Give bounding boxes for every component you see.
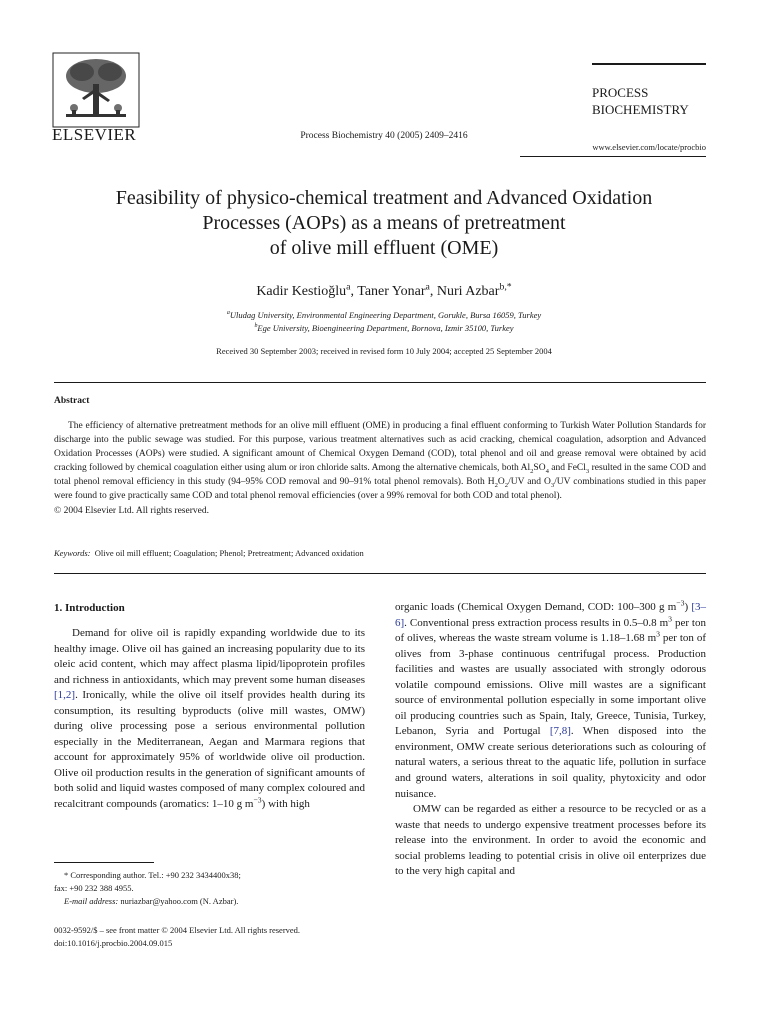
author-list: Kadir Kestioğlu$^a$, Taner Yonar$^a$, Nuri Azbar$^{b,*}$ bbox=[256, 281, 512, 299]
keywords-rule bbox=[54, 573, 706, 574]
affiliation: $^a$Uludag University, Environmental Engineering Department, Gorukle, Bursa 16059, Turkey bbox=[226, 310, 542, 320]
citation-link[interactable]: [7,8] bbox=[549, 725, 571, 738]
journal-url[interactable]: www.elsevier.com/locate/procbio bbox=[592, 142, 706, 152]
author-name: Nuri Azbar bbox=[436, 284, 500, 299]
paragraph: Demand for olive oil is rapidly expanding worldwide due to its healthy image. Olive oil has gained an increasing popularity due to its oleic acid content, which may affect plasma lipid/lipoprotein profiles and richness in antioxidants, which may prevent some human diseases [1,2]. Ironically, while the olive oil itself provides health during its consumption, its resulting byproducts (olive mill wastes, OMW) during olive processing pose a serious environmental pollution especially in the Mediterranean, Aegan and Marmara regions that account for approximately 95% of worldwide olive oil production. Olive oil production results in the generation of significant amounts of both solid and liquid wastes composed of many complex coloured and recalcitrant compounds (aromatics: 1–10 g $m^{-3}$) with high bbox=[54, 627, 365, 811]
corresponding-author-footnote: * Corresponding author. Tel.: +90 232 3434400x38; fax: +90 232 388 4955. E-mail address: nuriazbar@yahoo.com (N. Azbar). bbox=[54, 870, 241, 906]
journal-name: PROCESS BIOCHEMISTRY bbox=[592, 85, 689, 117]
author-name: Kadir Kestioğlu bbox=[256, 284, 347, 299]
body-column-left bbox=[54, 626, 365, 813]
keywords: Keywords: Olive oil mill effluent; Coagulation; Phenol; Pretreatment; Advanced oxidation bbox=[54, 548, 364, 558]
journal-citation: Process Biochemistry 40 (2005) 2409–2416 bbox=[300, 131, 468, 141]
abstract-heading: Abstract bbox=[54, 396, 90, 406]
publisher-name: ELSEVIER bbox=[52, 125, 137, 144]
received-dates: Received 30 September 2003; received in revised form 10 July 2004; accepted 25 September 2004 bbox=[216, 346, 552, 356]
email-address[interactable]: nuriazbar@yahoo.com (N. Azbar). bbox=[118, 896, 239, 906]
citation-link[interactable]: [1,2] bbox=[54, 689, 76, 702]
paper-title: Feasibility of physico-chemical treatment and Advanced Oxidation Processes (AOPs) as a means of pretreatment of olive mill effluent (OME) bbox=[115, 187, 653, 259]
doi-line: doi:10.1016/j.procbio.2004.09.015 bbox=[54, 938, 173, 948]
front-matter-info bbox=[54, 924, 300, 950]
issn-line: 0032-9592/$ – see front matter © 2004 Elsevier Ltd. All rights reserved. bbox=[54, 925, 301, 935]
section-heading: 1. Introduction bbox=[54, 602, 125, 614]
copyright-notice: © 2004 Elsevier Ltd. All rights reserved. bbox=[54, 505, 209, 516]
abstract-rule bbox=[54, 382, 706, 383]
affiliation: $^b$Ege University, Bioengineering Department, Bornova, Izmir 35100, Turkey bbox=[254, 323, 514, 333]
header-rule bbox=[592, 63, 706, 65]
author-name: Taner Yonar bbox=[357, 284, 426, 299]
paragraph: organic loads (Chemical Oxygen Demand, COD: 100–300 g $m^{-3}$) [3–6]. Conventional press extraction process results in 0.5–0.8 $m^3$ per ton of olives, whereas the waste stream volume is 1.18–1.68 $m^3$ per ton of olives from 3-phase continuous centrifugal process. Production facilities and wastes are usually associated with strongly odorous volatile compound emissions. Olive mill wastes are a significant source of environmental pollution especially in some important olive oil producing countries such as Spain, Italy, Greece, Tunisia, Turkey, Lebanon, Syria and Portugal [7,8]. When disposed into the environment, OMW create serious deteriorations such as colouring of natural waters, a serious threat to the aquatic life, pollution in surface and ground waters, alterations in soil quality, phytoxicity and odor nuisance. bbox=[395, 598, 707, 800]
abstract-body: The efficiency of alternative pretreatment methods for an olive mill effluent (OME) in producing a final effluent conforming to Turkish Water Pollution Standards for discharge into the public sewage was studied. For this purpose, various treatment alternatives such as acid cracking, chemical coagulation, adsorption and Advanced Oxidation Processes (AOPs) were studied. A significant amount of Chemical Oxygen Demand (COD), total phenol and oil and grease removal were obtained by acid cracking followed by chemical coagulation either using alum or iron chloride salts. Among the alternative chemicals, both $Al_2SO_4$ and FeCl$_3$ resulted in the same COD and total phenol removal efficiency in this study (94–95% COD removal and 90–91% total phenol removals). Both $H_2O_2/UV$ and $O_3/UV$ combinations studied in this paper were found to give practically same COD and total phenol removal efficiencies (over a 99% removal for both COD and total phenol). © 2004 Elsevier Ltd. All rights reserved. bbox=[54, 421, 706, 516]
citation-link[interactable]: [3–6] bbox=[395, 601, 706, 629]
url-rule bbox=[520, 156, 706, 157]
elsevier-tree-logo bbox=[52, 52, 140, 132]
footnote-rule bbox=[54, 862, 154, 863]
body-column-right bbox=[395, 600, 706, 880]
affiliations bbox=[0, 309, 768, 335]
paragraph: OMW can be regarded as either a resource to be recycled or as a waste that needs to undergo expensive treatment processes before its release into the environment. In order to avoid the economic and social problems leading to potential crisis in olive oil enterprizes due to the very high capital and bbox=[395, 803, 706, 878]
